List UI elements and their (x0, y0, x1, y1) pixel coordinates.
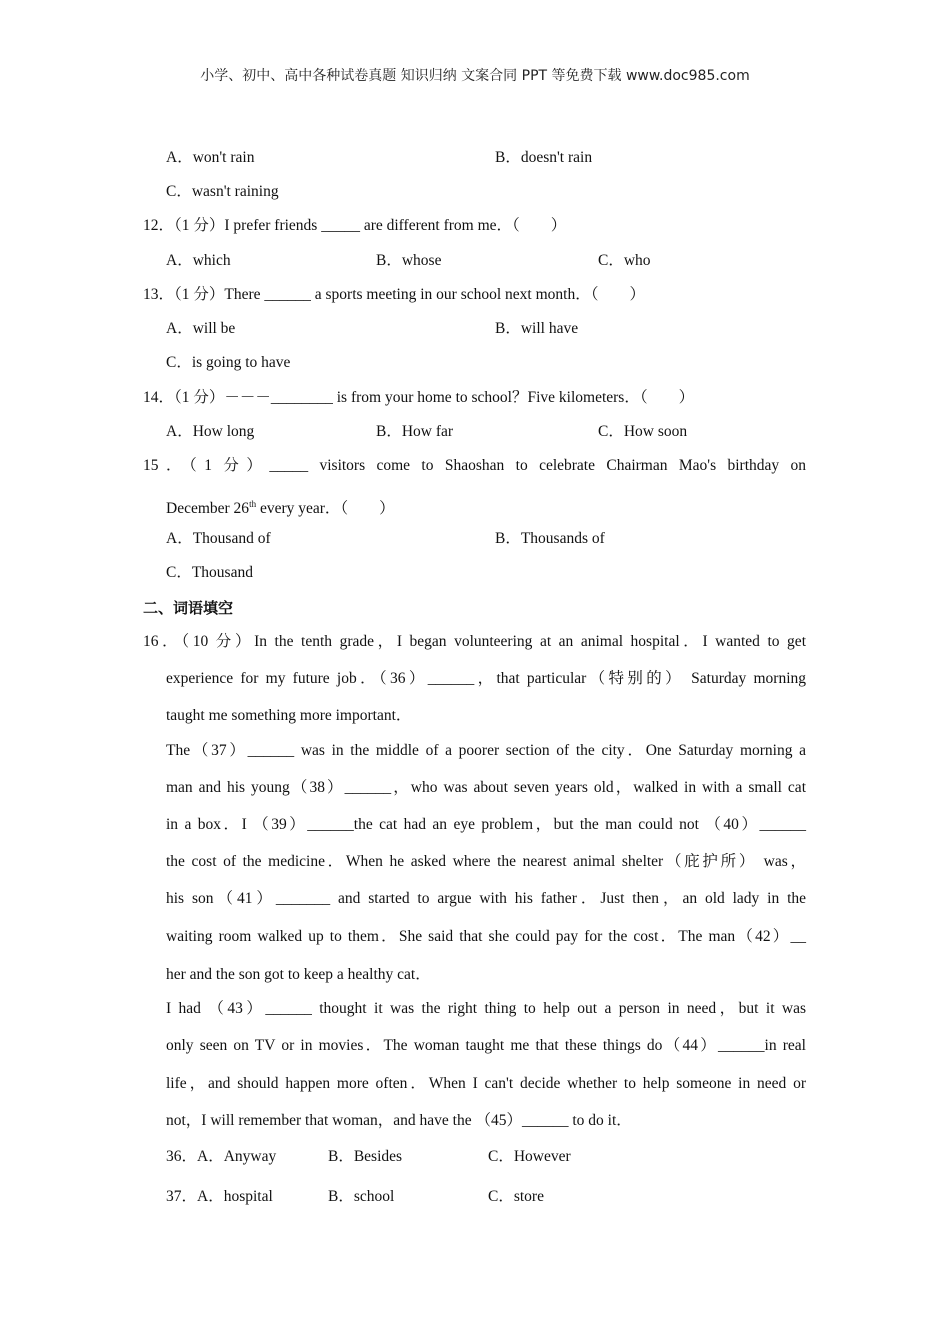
passage-line: the cost of the medicine．When he asked where the nearest animal shelter（庇护所） was， (166, 853, 806, 870)
q12-option-a: A．which (166, 252, 231, 269)
q13-option-c: C．is going to have (166, 354, 291, 371)
q15-option-a: A．Thousand of (166, 530, 271, 547)
q12-option-c: C．who (598, 252, 651, 269)
q36-option-a: 36．A．Anyway (166, 1148, 277, 1165)
q37-option-b: B．school (328, 1188, 395, 1205)
passage-line: man and his young（38）______，who was about seven years old，walked in with a small cat (166, 779, 806, 796)
passage-line: waiting room walked up to them．She said that she could pay for the cost．The man（42）__ (166, 928, 806, 945)
q13-option-b: B．will have (495, 320, 579, 337)
q12-stem: 12．（1 分）I prefer friends _____ are different from me．（ ） (143, 217, 567, 234)
q36-option-c: C．However (488, 1148, 571, 1165)
q13-stem: 13．（1 分）There ______ a sports meeting in our school next month．（ ） (143, 286, 645, 303)
q37-option-c: C．store (488, 1188, 544, 1205)
q12-option-b: B．whose (376, 252, 442, 269)
q15-stem-end: every year．（ ） (256, 500, 395, 518)
section-heading: 二、词语填空 (143, 599, 234, 617)
passage-line: his son（41）_______ and started to argue with his father．Just then，an old lady in the (166, 890, 806, 907)
passage-line: 16．（10 分）In the tenth grade，I began volunteering at an animal hospital．I wanted to get (143, 633, 806, 650)
q14-option-c: C．How soon (598, 423, 688, 440)
passage-line: life，and should happen more often．When I can't decide whether to help someone in need or (166, 1075, 806, 1092)
q15-stem-line2 (166, 494, 395, 519)
passage-line: in a box．I （39）______the cat had an eye problem，but the man could not （40）______ (166, 816, 806, 833)
q37-option-a: 37．A．hospital (166, 1188, 273, 1205)
passage-line: I had （43）______ thought it was the right thing to help out a person in need，but it was (166, 1000, 806, 1017)
passage-line: taught me something more important． (166, 707, 412, 724)
q14-stem: 14．（1 分）－－－________ is from your home to school？Five kilometers．（ ） (143, 389, 695, 406)
q15-option-b: B．Thousands of (495, 530, 605, 547)
q11-option-c: C．wasn't raining (166, 183, 279, 200)
q11-option-b: B．doesn't rain (495, 149, 593, 166)
q15-date-suffix: th (249, 499, 257, 509)
q11-option-a: A．won't rain (166, 149, 255, 166)
q15-stem-line1: 15．（1 分）_____ visitors come to Shaoshan to celebrate Chairman Mao's birthday on (143, 457, 806, 474)
q14-option-a: A．How long (166, 423, 255, 440)
q15-option-c: C．Thousand (166, 564, 253, 581)
passage-line: only seen on TV or in movies．The woman taught me that these things do（44）______in real (166, 1037, 806, 1054)
q36-option-b: B．Besides (328, 1148, 403, 1165)
q15-date: December 26 (166, 500, 250, 518)
q14-option-b: B．How far (376, 423, 454, 440)
passage-line: The（37）______ was in the middle of a poorer section of the city．One Saturday morning a (166, 742, 806, 759)
page-header: 小学、初中、高中各种试卷真题 知识归纳 文案合同 PPT 等免费下载 www.doc985.com (200, 68, 750, 84)
passage-line: experience for my future job．（36）______，that particular（特别的） Saturday morning (166, 670, 806, 687)
q13-option-a: A．will be (166, 320, 236, 337)
passage-line: her and the son got to keep a healthy cat． (166, 966, 431, 983)
passage-line: not，I will remember that woman，and have the （45）______ to do it． (166, 1112, 632, 1129)
